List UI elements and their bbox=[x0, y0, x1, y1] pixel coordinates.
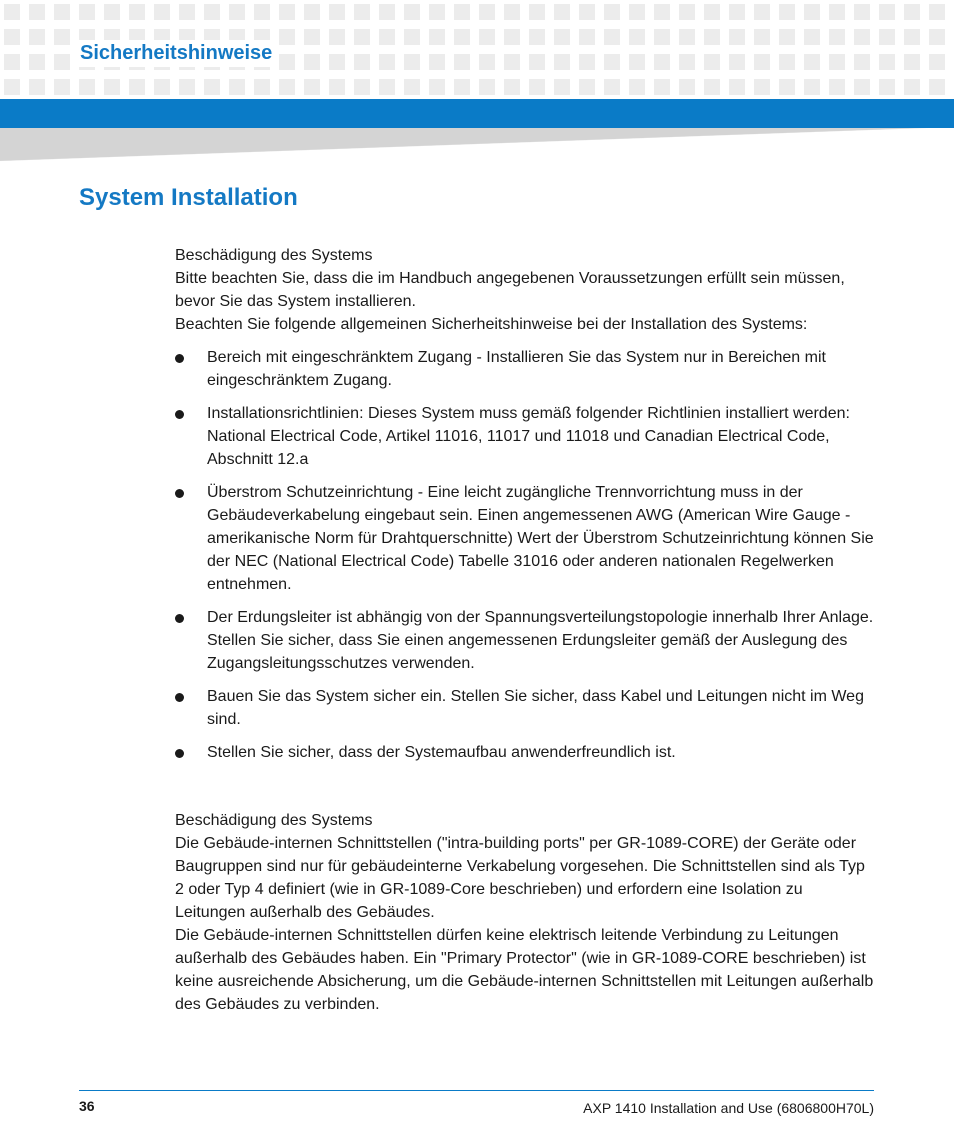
header-tile bbox=[879, 4, 895, 20]
header-tile bbox=[404, 4, 420, 20]
header-tile bbox=[529, 29, 545, 45]
header-tile bbox=[54, 4, 70, 20]
header-tile bbox=[204, 4, 220, 20]
header-tile bbox=[579, 54, 595, 70]
header-tile bbox=[304, 79, 320, 95]
header-tile bbox=[4, 79, 20, 95]
header-tile bbox=[829, 29, 845, 45]
header-tile bbox=[754, 29, 770, 45]
header-tile bbox=[929, 54, 945, 70]
header-tile bbox=[654, 4, 670, 20]
header-tile bbox=[79, 4, 95, 20]
header-tile bbox=[554, 54, 570, 70]
intro-paragraph-2: Beachten Sie folgende allgemeinen Sicherheitshinweise bei der Installation des Systems: bbox=[175, 316, 808, 333]
header-tile bbox=[54, 79, 70, 95]
header-tile bbox=[854, 4, 870, 20]
header-tile bbox=[729, 79, 745, 95]
header-tile bbox=[504, 29, 520, 45]
header-tile bbox=[429, 79, 445, 95]
header-tile bbox=[904, 54, 920, 70]
header-tile bbox=[729, 54, 745, 70]
header-tile bbox=[454, 79, 470, 95]
header-tile bbox=[54, 29, 70, 45]
header-tile bbox=[304, 4, 320, 20]
header-tile bbox=[554, 79, 570, 95]
intro-paragraph: Bitte beachten Sie, dass die im Handbuch angegebenen Voraussetzungen erfüllt sein müssen, bevor Sie das System installieren. bbox=[175, 270, 845, 310]
header-tile bbox=[104, 79, 120, 95]
header-tile bbox=[504, 54, 520, 70]
header-tile bbox=[129, 79, 145, 95]
header-tile bbox=[854, 29, 870, 45]
header-tile bbox=[4, 54, 20, 70]
header-tile bbox=[754, 79, 770, 95]
header-tile bbox=[604, 29, 620, 45]
header-tile bbox=[504, 4, 520, 20]
document-title: AXP 1410 Installation and Use (6806800H70L) bbox=[583, 1100, 874, 1116]
header-tile bbox=[554, 4, 570, 20]
header-tile bbox=[704, 29, 720, 45]
header-tile bbox=[79, 79, 95, 95]
header-tile bbox=[604, 54, 620, 70]
header-tile bbox=[779, 54, 795, 70]
header-tile bbox=[304, 29, 320, 45]
header-tile bbox=[604, 79, 620, 95]
ports-paragraph-2: Die Gebäude-internen Schnittstellen dürfen keine elektrisch leitende Verbindung zu Leitungen außerhalb des Gebäudes haben. Ein "Primary Protector" (wie in GR-1089-CORE beschrieben) ist keine ausreichende Absicherung, um die Gebäude-internen Schnittstellen mit Leitungen außerhalb des Gebäudes zu verbinden. bbox=[175, 927, 874, 1013]
header-tile bbox=[379, 29, 395, 45]
header-tile bbox=[579, 29, 595, 45]
header-tile bbox=[4, 4, 20, 20]
header-tile bbox=[704, 54, 720, 70]
header-tile bbox=[529, 4, 545, 20]
bullet-icon bbox=[175, 693, 184, 702]
header-tile bbox=[329, 54, 345, 70]
header-tile bbox=[29, 29, 45, 45]
header-tile bbox=[679, 29, 695, 45]
header-tile bbox=[629, 29, 645, 45]
list-item: Der Erdungsleiter ist abhängig von der Spannungsverteilungstopologie innerhalb Ihrer Anlage. Stellen Sie sicher, dass Sie einen angemessenen Erdungsleiter gemäß der Auslegung des Zugangsleitungsschutzes verwenden. bbox=[175, 606, 875, 675]
header-tile bbox=[404, 54, 420, 70]
bullet-icon bbox=[175, 354, 184, 363]
header-tile bbox=[279, 54, 295, 70]
header-tile bbox=[479, 29, 495, 45]
header-tile bbox=[804, 54, 820, 70]
header-tile bbox=[354, 54, 370, 70]
header-tile bbox=[679, 79, 695, 95]
list-item: Stellen Sie sicher, dass der Systemaufbau anwenderfreundlich ist. bbox=[175, 741, 875, 764]
header-tile bbox=[729, 4, 745, 20]
header-tile bbox=[854, 54, 870, 70]
header-tile bbox=[654, 54, 670, 70]
header-tile bbox=[904, 79, 920, 95]
bullet-icon bbox=[175, 614, 184, 623]
header-tile bbox=[804, 4, 820, 20]
header-gray-band bbox=[0, 128, 954, 162]
list-item: Bereich mit eingeschränktem Zugang - Installieren Sie das System nur in Bereichen mit eingeschränktem Zugang. bbox=[175, 346, 875, 392]
header-tile bbox=[529, 79, 545, 95]
building-ports-notes bbox=[175, 809, 875, 1016]
header-tile bbox=[704, 79, 720, 95]
header-tile bbox=[704, 4, 720, 20]
header-tile bbox=[379, 4, 395, 20]
caution-label: Beschädigung des Systems bbox=[175, 247, 373, 264]
header-tile bbox=[929, 4, 945, 20]
header-tile bbox=[779, 29, 795, 45]
header-tile bbox=[579, 4, 595, 20]
header-tile bbox=[654, 29, 670, 45]
header-tile bbox=[629, 4, 645, 20]
header-tile bbox=[354, 79, 370, 95]
header-tile bbox=[429, 4, 445, 20]
header-tile bbox=[254, 79, 270, 95]
header-tile bbox=[329, 29, 345, 45]
header-tile bbox=[879, 29, 895, 45]
header-tile bbox=[604, 4, 620, 20]
header-tile bbox=[754, 4, 770, 20]
footer-divider bbox=[79, 1090, 874, 1091]
header-tile bbox=[779, 79, 795, 95]
header-tile bbox=[29, 54, 45, 70]
header-tile bbox=[404, 29, 420, 45]
header-tile bbox=[454, 4, 470, 20]
header-tile bbox=[479, 4, 495, 20]
header-tile bbox=[554, 29, 570, 45]
header-tile bbox=[654, 79, 670, 95]
header-tile bbox=[629, 79, 645, 95]
header-blue-band bbox=[0, 99, 954, 128]
header-tile bbox=[279, 4, 295, 20]
header-tile bbox=[679, 54, 695, 70]
header-tile bbox=[154, 4, 170, 20]
header-tile bbox=[54, 54, 70, 70]
caution-label: Beschädigung des Systems bbox=[175, 812, 373, 829]
ports-paragraph: Die Gebäude-internen Schnittstellen ("intra-building ports" per GR-1089-CORE) der Geräte oder Baugruppen sind nur für gebäudeinterne Verkabelung vorgesehen. Die Schnittstellen sind als Typ 2 oder Typ 4 definiert (wie in GR-1089-Core beschrieben) und erfordern eine Isolation zu Leitungen außerhalb des Gebäudes. bbox=[175, 835, 865, 921]
header-tile bbox=[729, 29, 745, 45]
header-tile bbox=[754, 54, 770, 70]
header-tile bbox=[804, 29, 820, 45]
header-tile bbox=[379, 54, 395, 70]
header-tile bbox=[279, 29, 295, 45]
header-tile bbox=[854, 79, 870, 95]
list-item: Installationsrichtlinien: Dieses System muss gemäß folgender Richtlinien installiert werden: National Electrical Code, Artikel 11016, 11017 und 11018 und Canadian Electrical Code, Abschnitt 12.a bbox=[175, 402, 875, 471]
header-tile bbox=[904, 4, 920, 20]
header-tile bbox=[679, 4, 695, 20]
header-tile bbox=[829, 79, 845, 95]
page-title: System Installation bbox=[79, 184, 298, 211]
header-tile bbox=[329, 4, 345, 20]
header-tile bbox=[354, 4, 370, 20]
header-tile bbox=[804, 79, 820, 95]
safety-bullet-list bbox=[175, 346, 875, 764]
header-tile bbox=[479, 54, 495, 70]
header-tile bbox=[29, 79, 45, 95]
header-tile bbox=[879, 54, 895, 70]
header-tile bbox=[279, 79, 295, 95]
header-tile bbox=[454, 29, 470, 45]
header-tile bbox=[229, 79, 245, 95]
installation-notes bbox=[175, 244, 875, 774]
header-tile bbox=[29, 4, 45, 20]
section-title: Sicherheitshinweise bbox=[78, 40, 278, 67]
header-tile bbox=[254, 4, 270, 20]
header-tile bbox=[354, 29, 370, 45]
header-tile bbox=[379, 79, 395, 95]
bullet-icon bbox=[175, 489, 184, 498]
header-tile bbox=[304, 54, 320, 70]
header-tile bbox=[829, 4, 845, 20]
header-tile bbox=[129, 4, 145, 20]
header-tile bbox=[529, 54, 545, 70]
header-tile bbox=[204, 79, 220, 95]
bullet-icon bbox=[175, 749, 184, 758]
header-tile bbox=[179, 4, 195, 20]
header-tile bbox=[229, 4, 245, 20]
header-tile bbox=[579, 79, 595, 95]
header-tile bbox=[454, 54, 470, 70]
header-tile bbox=[329, 79, 345, 95]
page-number: 36 bbox=[79, 1098, 95, 1114]
header-tile bbox=[779, 4, 795, 20]
header-tile bbox=[929, 29, 945, 45]
header-tile bbox=[179, 79, 195, 95]
header-tile bbox=[879, 79, 895, 95]
header-tile bbox=[429, 29, 445, 45]
header-tile bbox=[104, 4, 120, 20]
header-tile bbox=[629, 54, 645, 70]
header-tile bbox=[154, 79, 170, 95]
list-item: Überstrom Schutzeinrichtung - Eine leicht zugängliche Trennvorrichtung muss in der Gebäudeverkabelung eingebaut sein. Einen angemessenen AWG (American Wire Gauge - amerikanische Norm für Drahtquerschnitte) Wert der Überstrom Schutzeinrichtung können Sie der NEC (National Electrical Code) Tabelle 31016 oder anderen nationalen Regelwerken entnehmen. bbox=[175, 481, 875, 596]
header-tile bbox=[429, 54, 445, 70]
header-tile bbox=[504, 79, 520, 95]
bullet-icon bbox=[175, 410, 184, 419]
header-tile bbox=[829, 54, 845, 70]
header-tile bbox=[4, 29, 20, 45]
header-tile bbox=[904, 29, 920, 45]
header-tile bbox=[479, 79, 495, 95]
header-tile bbox=[404, 79, 420, 95]
header-tile bbox=[929, 79, 945, 95]
list-item: Bauen Sie das System sicher ein. Stellen Sie sicher, dass Kabel und Leitungen nicht im Weg sind. bbox=[175, 685, 875, 731]
